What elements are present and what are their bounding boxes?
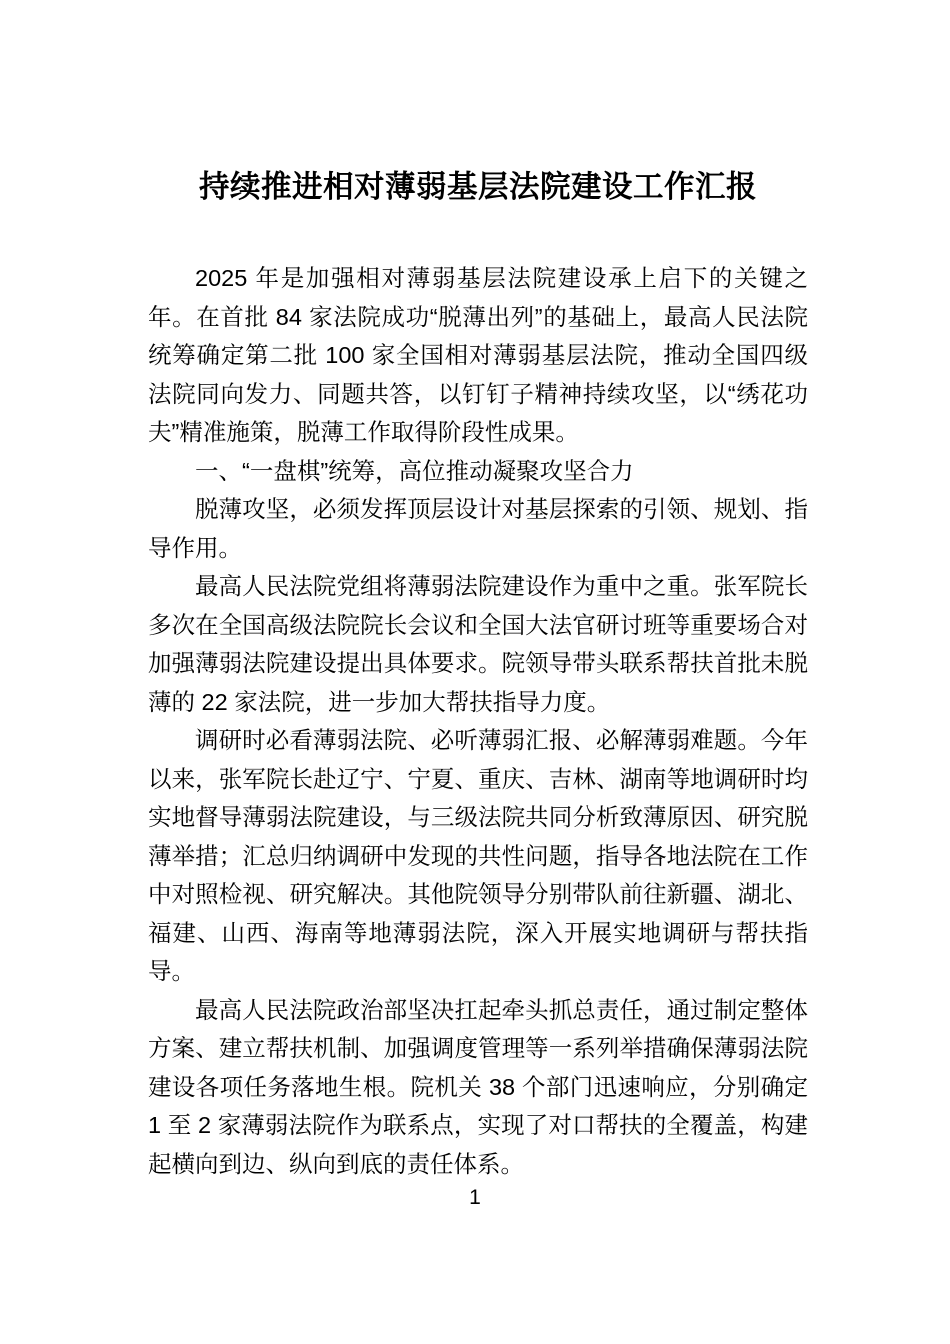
- paragraph-6: 最高人民法院政治部坚决扛起牵头抓总责任，通过制定整体方案、建立帮扶机制、加强调度管理等一系列举措确保薄弱法院建设各项任务落地生根。院机关 38 个部门迅速响应，分别确定 1 至 2 家薄弱法院作为联系点，实现了对口帮扶的全覆盖，构建起横向到边、纵向到底的责任体系。: [148, 996, 808, 1177]
- paragraph-5: 调研时必看薄弱法院、必听薄弱汇报、必解薄弱难题。今年以来，张军院长赴辽宁、宁夏、重庆、吉林、湖南等地调研时均实地督导薄弱法院建设，与三级法院共同分析致薄原因、研究脱薄举措；汇总归纳调研中发现的共性问题，指导各地法院在工作中对照检视、研究解决。其他院领导分别带队前往新疆、湖北、福建、山西、海南等地薄弱法院，深入开展实地调研与帮扶指导。: [148, 727, 808, 985]
- paragraph-1: 2025 年是加强相对薄弱基层法院建设承上启下的关键之年。在首批 84 家法院成功“脱薄出列”的基础上，最高人民法院统筹确定第二批 100 家全国相对薄弱基层法院，推动全国四级法院同向发力、同题共答，以钉钉子精神持续攻坚，以“绣花功夫”精准施策，脱薄工作取得阶段性成果。: [148, 265, 808, 446]
- paragraph-2-section-heading: 一、“一盘棋”统筹，高位推动凝聚攻坚合力: [195, 457, 634, 484]
- paragraph-4: 最高人民法院党组将薄弱法院建设作为重中之重。张军院长多次在全国高级法院院长会议和全国大法官研讨班等重要场合对加强薄弱法院建设提出具体要求。院领导带头联系帮扶首批未脱薄的 22 家法院，进一步加大帮扶指导力度。: [148, 573, 808, 715]
- paragraph-3: 脱薄攻坚，必须发挥顶层设计对基层探索的引领、规划、指导作用。: [148, 496, 808, 561]
- document-body: [148, 0, 808, 1183]
- page-number: 1: [469, 1186, 481, 1209]
- page-title: 持续推进相对薄弱基层法院建设工作汇报: [199, 170, 757, 204]
